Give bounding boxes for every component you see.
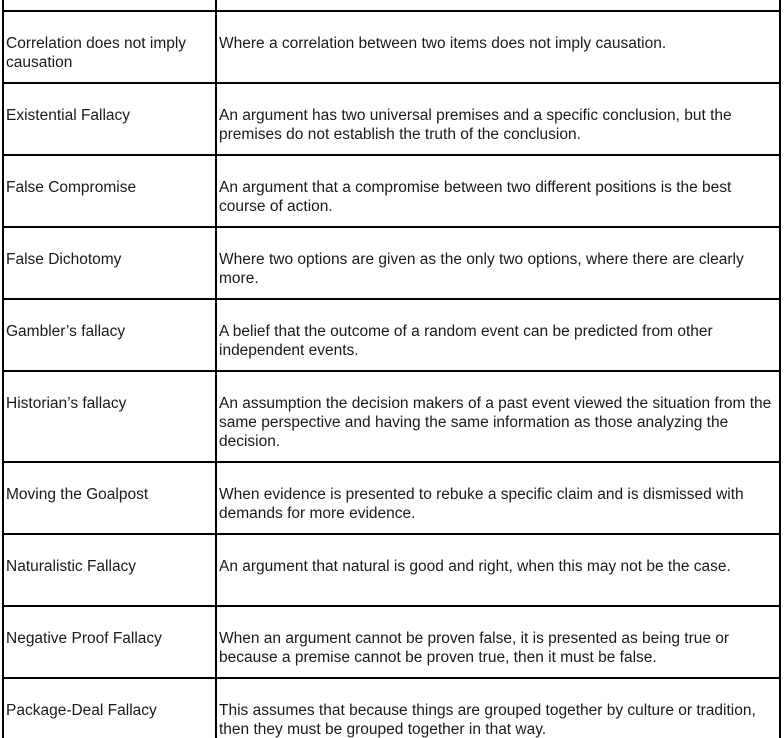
- table-row: [3, 11, 780, 83]
- table-row: [3, 534, 780, 606]
- term-text: Gambler’s fallacy: [6, 323, 126, 340]
- definition-text: An assumption the decision makers of a past event viewed the situation from the same perspective and having the same information as those analyzing the decision.: [219, 395, 772, 450]
- term-text: Package-Deal Fallacy: [6, 702, 157, 719]
- term-cell: [3, 155, 216, 227]
- table-row: [3, 606, 780, 678]
- definition-cell: [216, 678, 780, 738]
- definition-cell: [216, 371, 780, 462]
- term-cell: [3, 83, 216, 155]
- definition-text: When evidence is presented to rebuke a specific claim and is dismissed with demands for more evidence.: [219, 486, 744, 522]
- term-text: Moving the Goalpost: [6, 486, 149, 503]
- definition-cell: [216, 11, 780, 83]
- term-cell: [3, 462, 216, 534]
- table-row: [3, 299, 780, 371]
- definition-text: A belief that the outcome of a random event can be predicted from other independent events.: [219, 323, 713, 359]
- term-text: Correlation does not imply causation: [6, 35, 187, 71]
- table-row: [3, 678, 780, 738]
- term-text: Negative Proof Fallacy: [6, 630, 162, 647]
- definition-text: An argument that natural is good and right, when this may not be the case.: [219, 558, 731, 575]
- definition-text: An argument that a compromise between two different positions is the best course of action.: [219, 179, 732, 215]
- definition-cell: [216, 606, 780, 678]
- definition-text: An argument has two universal premises and a specific conclusion, but the premises do not establish the truth of the conclusion.: [219, 107, 732, 143]
- table-row: [3, 155, 780, 227]
- definition-text: Where a correlation between two items does not imply causation.: [219, 35, 667, 52]
- term-cell: [3, 11, 216, 83]
- table-row: [3, 227, 780, 299]
- term-cell: [3, 678, 216, 738]
- term-text: False Compromise: [6, 179, 137, 196]
- definition-cell: [216, 534, 780, 606]
- term-cell: [3, 534, 216, 606]
- definition-cell: [216, 0, 780, 11]
- definition-cell: [216, 299, 780, 371]
- definition-text: When an argument cannot be proven false, it is presented as being true or because a premise cannot be proven true, then it must be false.: [219, 630, 730, 666]
- table-row: [3, 462, 780, 534]
- term-cell: [3, 299, 216, 371]
- term-text: False Dichotomy: [6, 251, 122, 268]
- term-cell: [3, 606, 216, 678]
- definition-text: This assumes that because things are grouped together by culture or tradition, then they must be grouped together in that way.: [219, 702, 756, 738]
- definition-cell: [216, 227, 780, 299]
- definition-text: Where two options are given as the only two options, where there are clearly more.: [219, 251, 744, 287]
- term-cell: [3, 227, 216, 299]
- term-text: Naturalistic Fallacy: [6, 558, 137, 575]
- term-text: Historian’s fallacy: [6, 395, 127, 412]
- fallacy-table: [2, 0, 781, 738]
- term-text: Existential Fallacy: [6, 107, 131, 124]
- definition-cell: [216, 462, 780, 534]
- definition-cell: [216, 83, 780, 155]
- definition-cell: [216, 155, 780, 227]
- table-row: [3, 83, 780, 155]
- term-cell: [3, 371, 216, 462]
- term-cell: [3, 0, 216, 11]
- table-row-partial-top: [3, 0, 780, 11]
- table-row: [3, 371, 780, 462]
